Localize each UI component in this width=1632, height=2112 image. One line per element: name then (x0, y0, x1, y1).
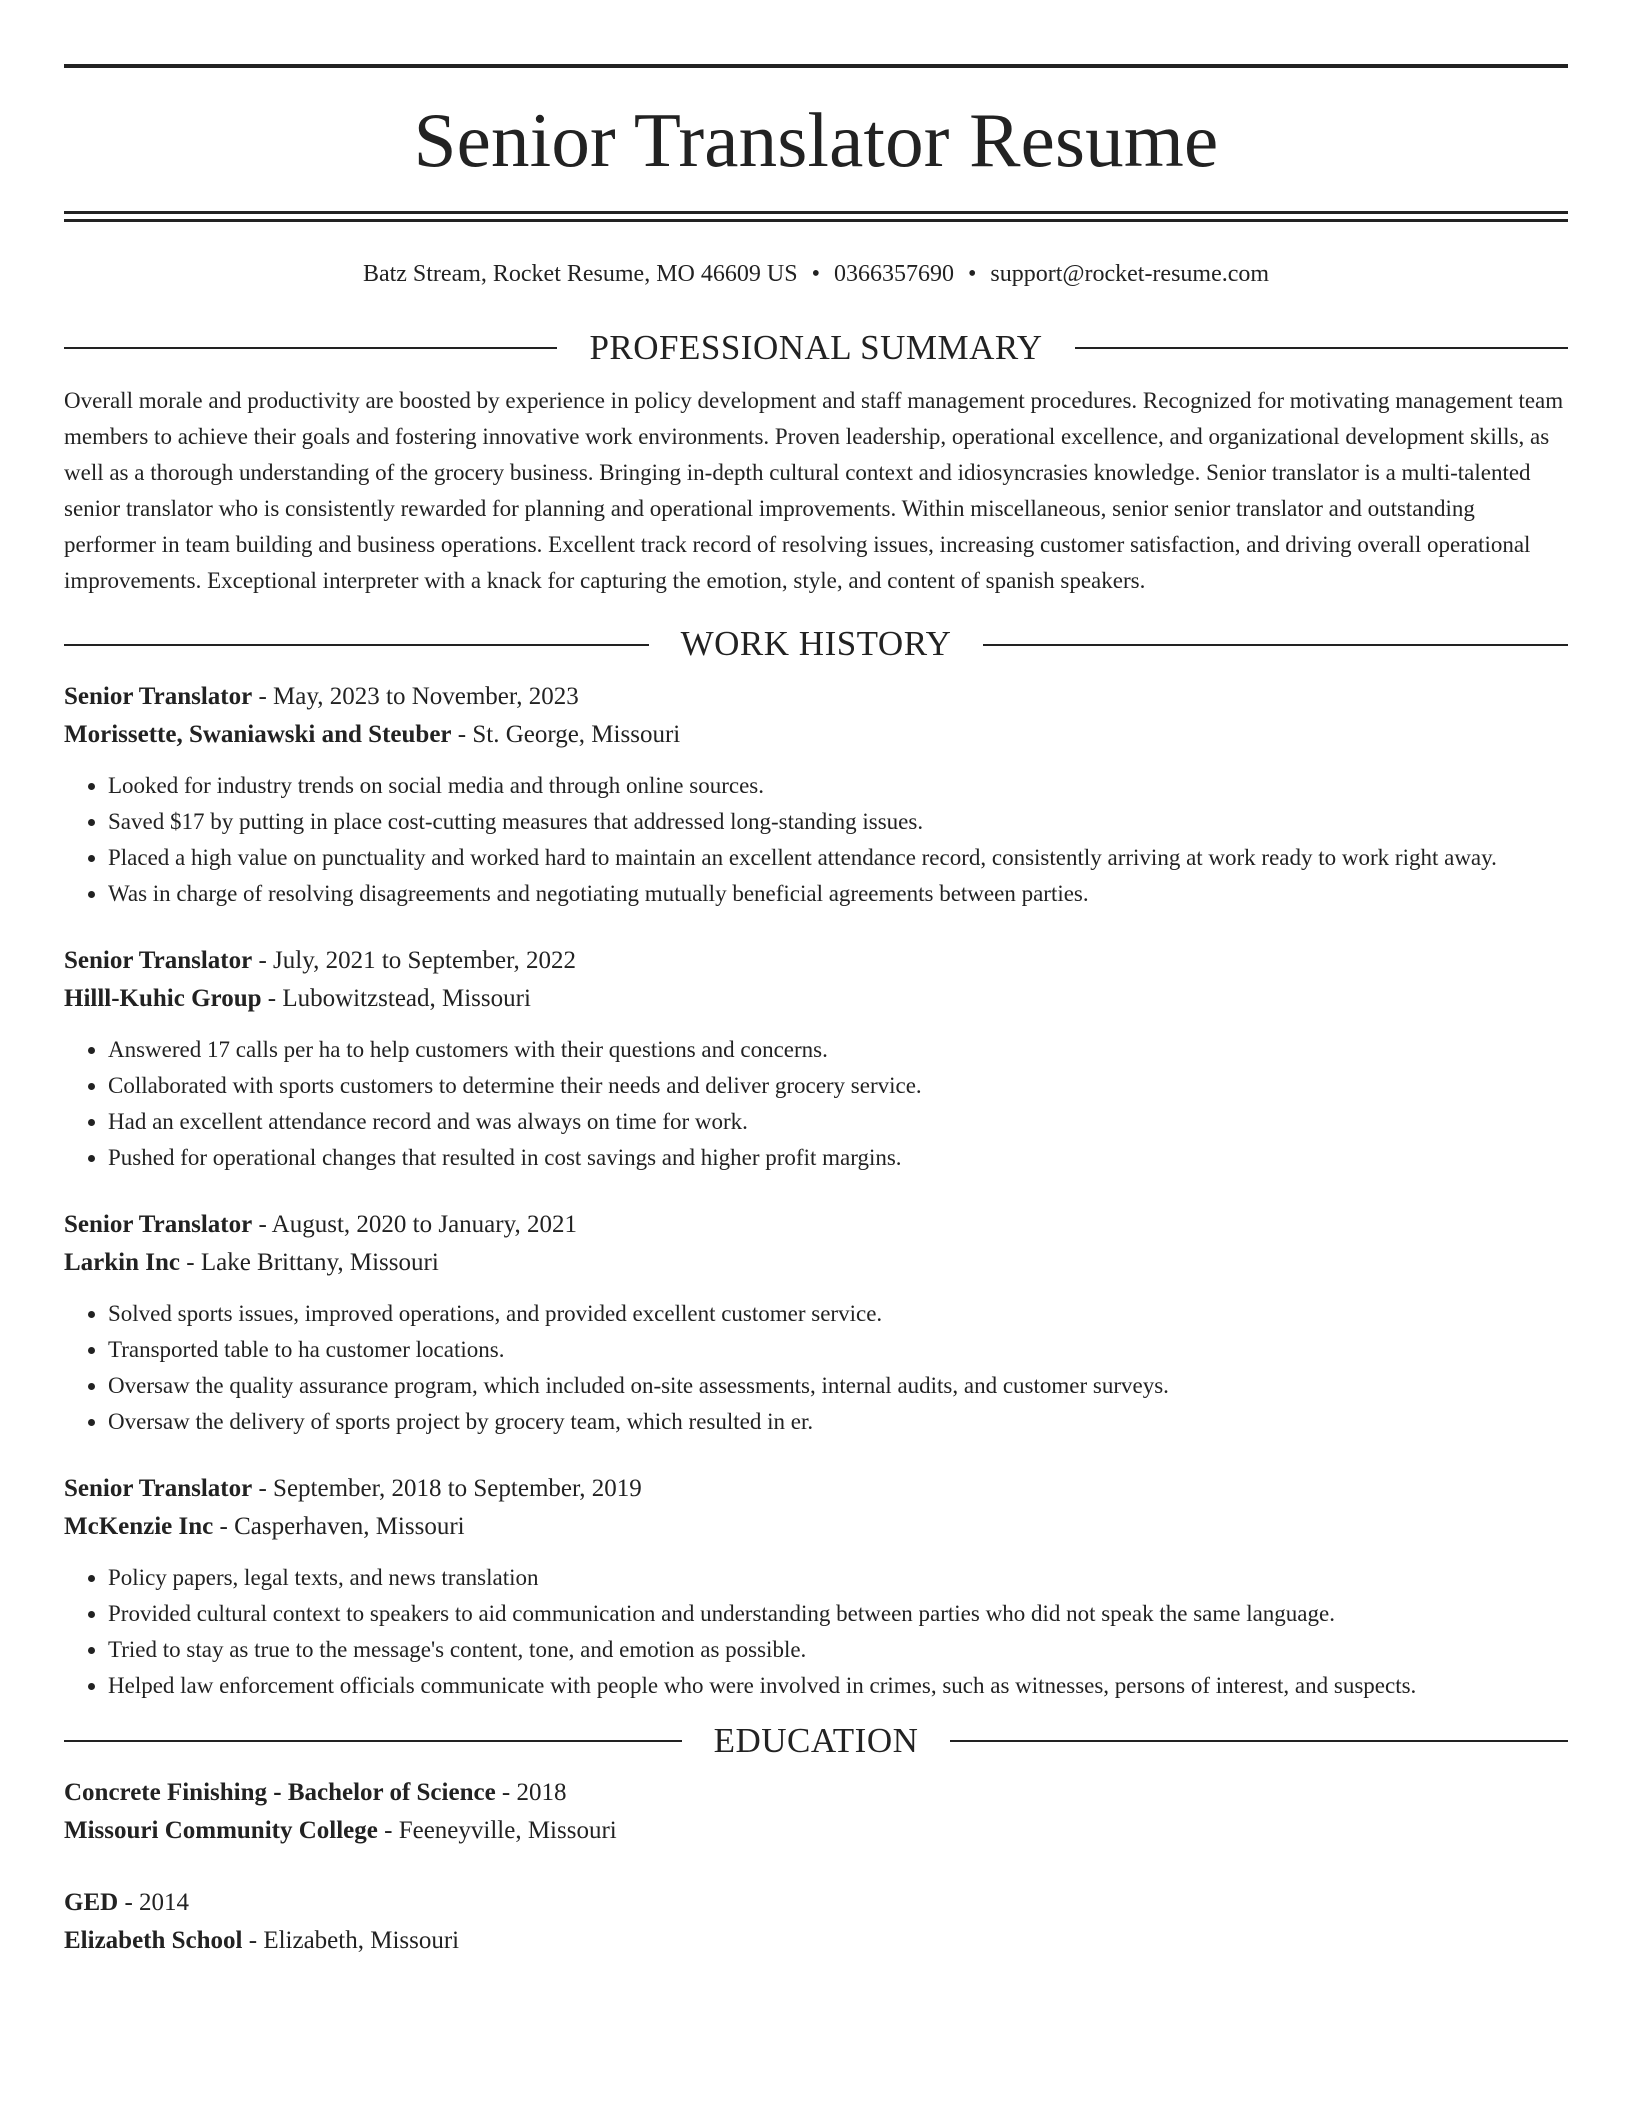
job-dates: - September, 2018 to September, 2019 (252, 1474, 642, 1502)
job-bullet: • Provided cultural context to speakers to aid communication and understanding between parties who did not speak the same language. (108, 1596, 1568, 1632)
education-school-line (64, 1922, 1568, 1960)
contact-line (64, 260, 1568, 289)
job-title: Senior Translator (64, 946, 253, 974)
job-bullet-list (64, 1560, 1568, 1704)
company-name: Hilll-Kuhic Group (64, 984, 262, 1012)
job-title-line (64, 1470, 1568, 1508)
job-bullet: • Saved $17 by putting in place cost-cutting measures that addressed long-standing issues. (108, 804, 1568, 840)
page-title: Senior Translator Resume (413, 97, 1219, 183)
education-degree: Concrete Finishing - Bachelor of Science (64, 1779, 496, 1807)
job-bullet: • Oversaw the delivery of sports project by grocery team, which resulted in er. (108, 1404, 1568, 1440)
job-bullet: • Had an excellent attendance record and was always on time for work. (108, 1104, 1568, 1140)
job-bullet: • Was in charge of resolving disagreements and negotiating mutually beneficial agreements between parties. (108, 876, 1568, 912)
company-location: - Lake Brittany, Missouri (180, 1248, 439, 1276)
summary-text: Overall morale and productivity are boosted by experience in policy development and staff management procedures. Recognized for motivating management team members to achieve their goals and fostering innovative work environments. Proven leadership, operational excellence, and organizational development skills, as well as a thorough understanding of the grocery business. Bringing in-depth cultural context and idiosyncrasies knowledge. Senior translator is a multi-talented senior translator who is consistently rewarded for planning and operational improvements. Within miscellaneous, senior senior translator and outstanding performer in team building and business operations. Excellent track record of resolving issues, increasing customer satisfaction, and driving overall operational improvements. Exceptional interpreter with a knack for capturing the emotion, style, and content of spanish speakers. (64, 388, 1564, 594)
job-company-line (64, 1244, 1568, 1282)
education-school: Elizabeth School (64, 1927, 243, 1955)
divider-line (983, 644, 1568, 646)
job-bullet: • Placed a high value on punctuality and worked hard to maintain an excellent attendance record, consistently arriving at work ready to work right away. (108, 840, 1568, 876)
company-location: - Lubowitzstead, Missouri (261, 984, 531, 1012)
contact-address: Batz Stream, Rocket Resume, MO 46609 US (362, 261, 798, 287)
education-year: - 2014 (118, 1889, 190, 1917)
divider-line (64, 1740, 682, 1742)
contact-separator: • (811, 261, 820, 287)
job-entry (64, 942, 1568, 1176)
divider-line (950, 1740, 1568, 1742)
contact-separator: • (967, 261, 977, 287)
company-location: - Casperhaven, Missouri (213, 1512, 465, 1540)
section-title: PROFESSIONAL SUMMARY (589, 327, 1043, 367)
job-dates: - July, 2021 to September, 2022 (252, 946, 576, 974)
education-degree-line (64, 1884, 1568, 1922)
job-company-line (64, 980, 1568, 1018)
job-title: Senior Translator (64, 1474, 253, 1502)
company-name: Larkin Inc (64, 1248, 181, 1276)
job-bullet-list (64, 768, 1568, 912)
job-bullet: • Tried to stay as true to the message's content, tone, and emotion as possible. (108, 1632, 1568, 1668)
section-heading-education (64, 1722, 1568, 1761)
company-location: - St. George, Missouri (451, 720, 681, 748)
education-location: - Elizabeth, Missouri (242, 1927, 460, 1955)
education-list (64, 1774, 1568, 1960)
job-title-line (64, 1206, 1568, 1244)
job-bullet: • Looked for industry trends on social media and through online sources. (108, 768, 1568, 804)
education-school: Missouri Community College (64, 1817, 378, 1845)
section-heading-summary (64, 329, 1568, 368)
education-school-line (64, 1812, 1568, 1850)
job-title-line (64, 942, 1568, 980)
job-company-line (64, 716, 1568, 754)
work-history-list (64, 678, 1568, 1704)
contact-phone: 0366357690 (833, 261, 954, 287)
company-name: McKenzie Inc (64, 1512, 214, 1540)
resume-page (64, 64, 1568, 1960)
education-entry (64, 1884, 1568, 1960)
job-entry (64, 678, 1568, 912)
job-entry (64, 1206, 1568, 1440)
job-title-line (64, 678, 1568, 716)
section-title: WORK HISTORY (680, 624, 952, 664)
section-title: EDUCATION (713, 1720, 919, 1760)
job-bullet-list (64, 1296, 1568, 1440)
job-dates: - August, 2020 to January, 2021 (252, 1210, 577, 1238)
job-bullet: • Helped law enforcement officials communicate with people who were involved in crimes, such as witnesses, persons of interest, and suspects. (108, 1668, 1568, 1704)
divider-line (64, 644, 649, 646)
company-name: Morissette, Swaniawski and Steuber (64, 720, 452, 748)
divider-line (1075, 347, 1568, 349)
job-bullet: • Solved sports issues, improved operations, and provided excellent customer service. (108, 1296, 1568, 1332)
job-company-line (64, 1508, 1568, 1546)
job-title: Senior Translator (64, 682, 253, 710)
education-entry (64, 1774, 1568, 1850)
education-location: - Feeneyville, Missouri (377, 1817, 617, 1845)
contact-email: support@rocket-resume.com (990, 261, 1270, 287)
job-entry (64, 1470, 1568, 1704)
job-bullet: • Collaborated with sports customers to determine their needs and deliver grocery service. (108, 1068, 1568, 1104)
divider-line (64, 347, 557, 349)
education-degree-line (64, 1774, 1568, 1812)
job-dates: - May, 2023 to November, 2023 (252, 682, 579, 710)
job-bullet-list (64, 1032, 1568, 1176)
job-bullet: • Policy papers, legal texts, and news translation (108, 1560, 1568, 1596)
job-bullet: • Answered 17 calls per ha to help customers with their questions and concerns. (108, 1032, 1568, 1068)
section-heading-work-history (64, 625, 1568, 664)
job-bullet: • Pushed for operational changes that resulted in cost savings and higher profit margins. (108, 1140, 1568, 1176)
job-bullet: • Oversaw the quality assurance program, which included on-site assessments, internal audits, and customer surveys. (108, 1368, 1568, 1404)
education-year: - 2018 (495, 1779, 567, 1807)
job-bullet: • Transported table to ha customer locations. (108, 1332, 1568, 1368)
job-title: Senior Translator (64, 1210, 253, 1238)
title-double-rule (64, 211, 1568, 222)
education-degree: GED (64, 1889, 119, 1917)
